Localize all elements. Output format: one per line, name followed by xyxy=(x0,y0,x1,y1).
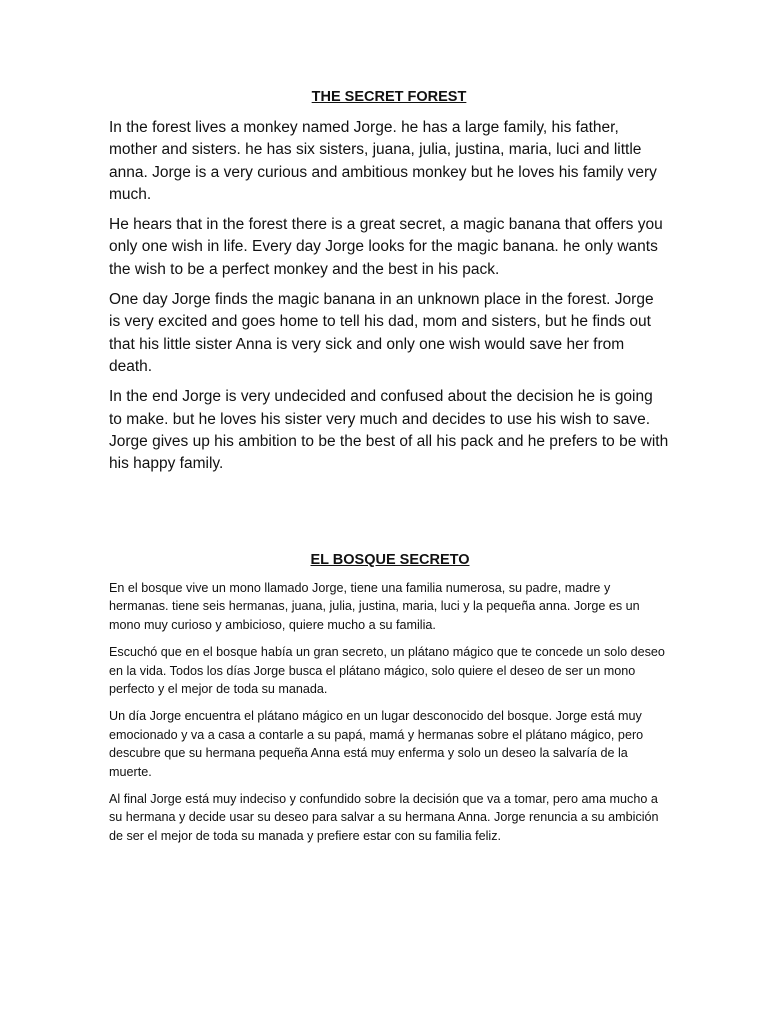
spanish-story-section xyxy=(109,550,671,854)
english-story-section xyxy=(109,87,669,483)
english-paragraph-3: One day Jorge finds the magic banana in an unknown place in the forest. Jorge is very excited and goes home to tell his dad, mom and sisters, but he finds out that his little sister Anna is very sick and only one wish would save her from death. xyxy=(109,291,654,375)
spanish-paragraph-4: Al final Jorge está muy indeciso y confundido sobre la decisión que va a tomar, pero ama mucho a su hermana y decide usar su deseo para salvar a su hermana Anna. Jorge renuncia a su ambición de ser el mejor de toda su manada y prefiere estar con su familia feliz. xyxy=(109,792,659,843)
spanish-paragraph-1: En el bosque vive un mono llamado Jorge, tiene una familia numerosa, su padre, madre y hermanas. tiene seis hermanas, juana, julia, justina, maria, luci y la pequeña anna. Jorge es un mono muy curioso y ambicioso, quiere mucho a su familia. xyxy=(109,581,640,632)
english-paragraph-1: In the forest lives a monkey named Jorge. he has a large family, his father, mother and sisters. he has six sisters, juana, julia, justina, maria, luci and little anna. Jorge is a very curious and ambitious monkey but he loves his family very much. xyxy=(109,119,657,203)
spanish-paragraph-3: Un día Jorge encuentra el plátano mágico en un lugar desconocido del bosque. Jorge está muy emocionado y va a casa a contarle a su papá, mamá y hermanas sobre el plátano mágico, pero descubre que su hermana pequeña Anna está muy enferma y solo un deseo la salvaría de la muerte. xyxy=(109,709,644,779)
english-paragraph-4: In the end Jorge is very undecided and confused about the decision he is going to make. but he loves his sister very much and decides to use his wish to save. Jorge gives up his ambition to be the best of all his pack and he prefers to be with his happy family. xyxy=(109,388,669,473)
english-story-title: THE SECRET FOREST xyxy=(311,89,467,105)
spanish-story-title: EL BOSQUE SECRETO xyxy=(310,552,470,568)
spanish-paragraph-2: Escuchó que en el bosque había un gran secreto, un plátano mágico que te concede un solo deseo en la vida. Todos los días Jorge busca el plátano mágico, solo quiere el deseo de ser un mono perfecto y el mejor de toda su manada. xyxy=(109,645,665,697)
english-paragraph-2: He hears that in the forest there is a great secret, a magic banana that offers you only one wish in life. Every day Jorge looks for the magic banana. he only wants the wish to be a perfect monkey and the best in his pack. xyxy=(109,216,663,278)
